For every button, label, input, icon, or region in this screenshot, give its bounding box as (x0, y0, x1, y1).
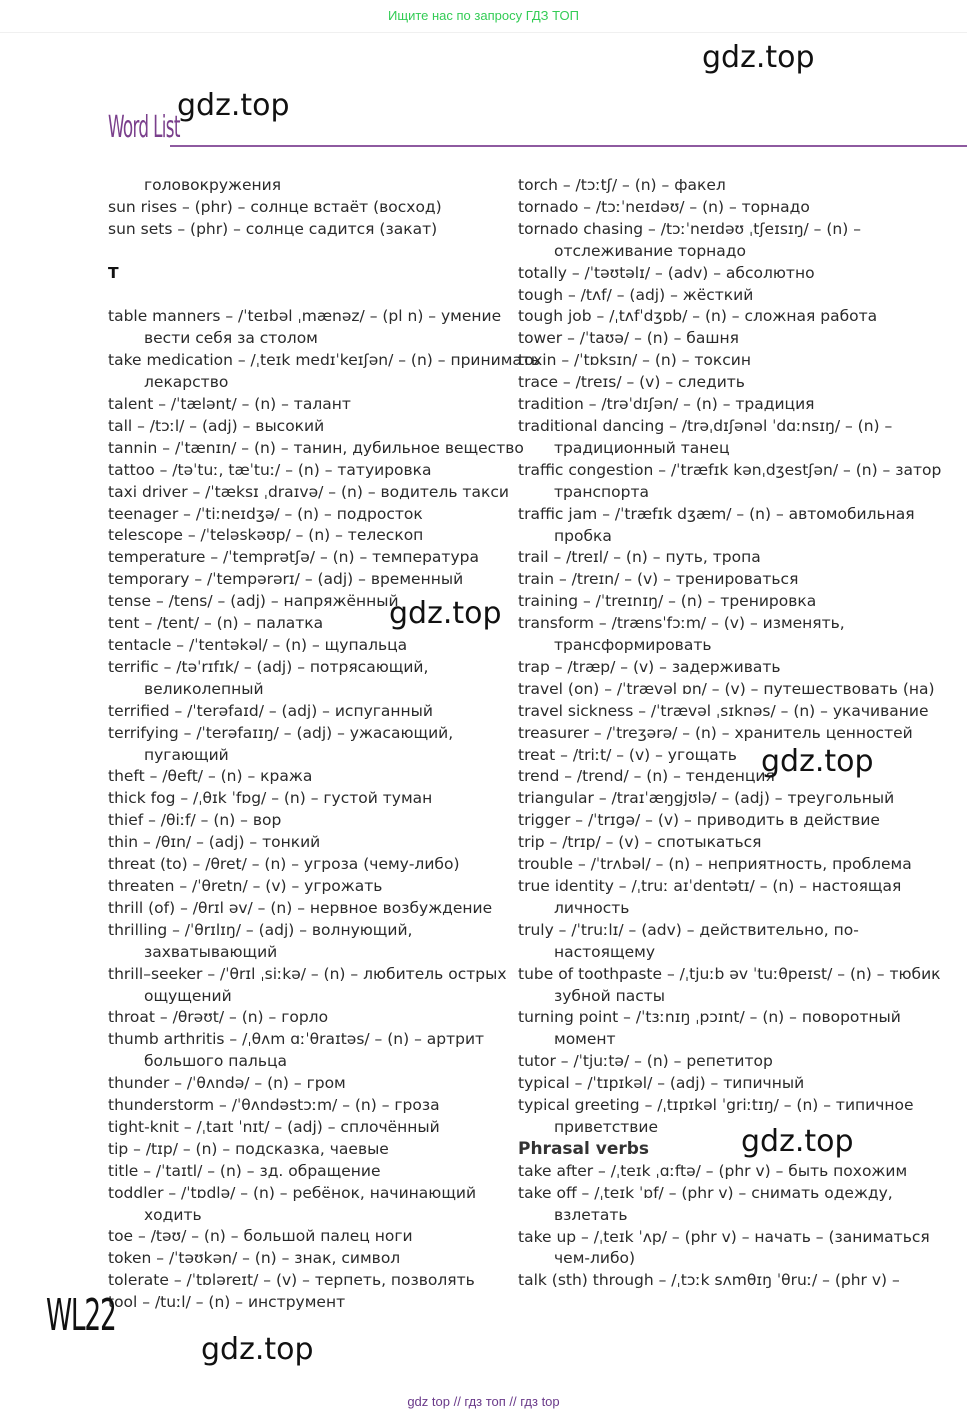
watermark: gdz.top (177, 88, 290, 123)
watermark: gdz.top (201, 1332, 314, 1367)
word-entry: большого пальца (144, 1052, 288, 1071)
word-entry: taxi driver – /ˈtæksɪ ˌdraɪvə/ – (n) – водитель такси (108, 482, 509, 501)
word-entry: terrifying – /ˈterəfaɪɪŋ/ – (adj) – ужасающий, (108, 723, 454, 742)
word-entry: tight-knit – /ˌtaɪt ˈnɪt/ – (adj) – сплочённый (108, 1117, 440, 1136)
spacer (108, 285, 498, 307)
word-entry: отслеживание торнадо (554, 241, 747, 260)
word-entry: tolerate – /ˈtɒləreɪt/ – (v) – терпеть, позволять (108, 1271, 475, 1290)
word-entry: treat – /triːt/ – (v) – угощать (518, 745, 737, 764)
word-entry: ощущений (144, 986, 232, 1005)
word-entry: take off – /ˌteɪk ˈɒf/ – (phr v) – снимать одежду, (518, 1183, 893, 1202)
word-entry: trend – /trend/ – (n) – тенденция (518, 767, 775, 786)
word-entry: typical greeting – /ˌtɪpɪkəl ˈgriːtɪŋ/ – (n) – типичное (518, 1096, 914, 1115)
word-entry: traditional dancing – /trəˌdɪʃənəl ˈdɑːnsɪŋ/ – (n) – (518, 416, 893, 435)
word-entry: sun rises – (phr) – солнце встаёт (восход) (108, 197, 442, 216)
word-entry: telescope – /ˈteləskəʊp/ – (n) – телескоп (108, 526, 424, 545)
word-entry: trigger – /ˈtrɪgə/ – (v) – приводить в действие (518, 811, 880, 830)
word-entry: пробка (554, 526, 612, 545)
word-entry: thin – /θɪn/ – (adj) – тонкий (108, 833, 321, 852)
word-entry: великолепный (144, 679, 264, 698)
word-entry: tube of toothpaste – /ˌtjuːb əv ˈtuːθpeɪst/ – (n) – тюбик (518, 964, 941, 983)
word-entry: terrific – /təˈrɪfɪk/ – (adj) – потрясающий, (108, 657, 429, 676)
word-entry: title – /ˈtaɪtl/ – (n) – зд. обращение (108, 1161, 381, 1180)
word-entry: tense – /tens/ – (adj) – напряжённый (108, 592, 399, 611)
word-entry: tip – /tɪp/ – (n) – подсказка, чаевые (108, 1139, 389, 1158)
word-entry: take medication – /ˌteɪk medɪˈkeɪʃən/ – (n) – принимать (108, 351, 541, 370)
word-entry: thumb arthritis – /ˌθʌm ɑːˈθraɪtəs/ – (n) – артрит (108, 1030, 485, 1049)
word-entry: table manners – /ˈteɪbəl ˌmænəz/ – (pl n) – умение (108, 307, 502, 326)
word-entry: чем-либо) (554, 1249, 636, 1268)
page-number: WL22 (46, 1290, 116, 1341)
word-entry: момент (554, 1030, 616, 1049)
word-entry: turning point – /ˈtɜːnɪŋ ˌpɔɪnt/ – (n) – поворотный (518, 1008, 901, 1027)
word-entry: thrill (of) – /θrɪl əv/ – (n) – нервное возбуждение (108, 898, 493, 917)
word-entry: зубной пасты (554, 986, 666, 1005)
word-entry: trap – /træp/ – (v) – задерживать (518, 657, 781, 676)
word-entry: transform – /trænsˈfɔːm/ – (v) – изменять, (518, 614, 845, 633)
word-entry: talk (sth) through – /ˌtɔːk sʌmθɪŋ ˈθruː/ – (phr v) – (518, 1271, 900, 1290)
word-entry: training – /ˈtreɪnɪŋ/ – (n) – тренировка (518, 592, 817, 611)
word-entry: toe – /təʊ/ – (n) – большой палец ноги (108, 1227, 413, 1246)
word-entry: tough – /tʌf/ – (adj) – жёсткий (518, 285, 754, 304)
spacer (108, 241, 498, 263)
word-entry: totally – /ˈtəʊtəlɪ/ – (adv) – абсолютно (518, 263, 815, 282)
word-entry: приветствие (554, 1117, 659, 1136)
word-entry: theft – /θeft/ – (n) – кража (108, 767, 313, 786)
word-entry: головокружения (144, 176, 282, 194)
word-entry: личность (554, 898, 630, 917)
word-entry: транспорта (554, 482, 650, 501)
word-entry: travel (on) – /ˈtrævəl ɒn/ – (v) – путешествовать (на) (518, 679, 935, 698)
watermark: gdz.top (741, 1124, 854, 1159)
section-heading: Phrasal verbs (518, 1138, 650, 1159)
word-entry: throat – /θrəʊt/ – (n) – горло (108, 1008, 329, 1027)
word-entry: toddler – /ˈtɒdlə/ – (n) – ребёнок, начинающий (108, 1183, 477, 1202)
word-entry: temporary – /ˈtempərərɪ/ – (adj) – временный (108, 570, 464, 589)
word-entry: tannin – /ˈtænɪn/ – (n) – танин, дубильное вещество (108, 438, 524, 457)
word-entry: travel sickness – /ˈtrævəl ˌsɪknəs/ – (n) – укачивание (518, 701, 929, 720)
word-entry: взлетать (554, 1205, 628, 1224)
word-entry: thunderstorm – /ˈθʌndəstɔːm/ – (n) – гроза (108, 1096, 440, 1115)
word-entry: take after – /ˌteɪk ˌɑːftə/ – (phr v) – быть похожим (518, 1161, 908, 1180)
word-entry: захватывающий (144, 942, 278, 961)
word-entry: tradition – /trəˈdɪʃən/ – (n) – традиция (518, 395, 815, 414)
word-entry: treasurer – /ˈtreʒərə/ – (n) – хранитель ценностей (518, 723, 913, 742)
word-entry: true identity – /ˌtruː aɪˈdentətɪ/ – (n) – настоящая (518, 877, 902, 895)
word-entry: традиционный танец (554, 438, 730, 457)
word-entry: tattoo – /təˈtuː, tæˈtuː/ – (n) – татуировка (108, 460, 432, 479)
word-entry: лекарство (144, 373, 229, 392)
footer-links: gdz top // гдз топ // гдз top (407, 1394, 560, 1409)
search-banner: Ищите нас по запросу ГДЗ ТОП (388, 8, 579, 23)
word-entry: teenager – /ˈtiːneɪdʒə/ – (n) – подросток (108, 504, 423, 523)
word-entry: trouble – /ˈtrʌbəl/ – (n) – неприятность, проблема (518, 855, 912, 874)
word-entry: thrill–seeker – /ˈθrɪl ˌsiːkə/ – (n) – любитель острых (108, 964, 507, 983)
word-entry: tutor – /ˈtjuːtə/ – (n) – репетитор (518, 1052, 773, 1071)
word-entry: thick fog – /ˌθɪk ˈfɒg/ – (n) – густой туман (108, 789, 433, 808)
word-entry: trace – /treɪs/ – (v) – следить (518, 373, 745, 392)
letter-heading: T (108, 263, 119, 282)
watermark: gdz.top (761, 744, 874, 779)
title-rule (170, 145, 967, 147)
word-entry: ходить (144, 1205, 202, 1224)
word-entry: tower – /ˈtaʊə/ – (n) – башня (518, 329, 739, 348)
word-entry: take up – /ˌteɪk ˈʌp/ – (phr v) – начать – (заниматься (518, 1227, 930, 1246)
word-entry: tough job – /ˌtʌfˈdʒɒb/ – (n) – сложная работа (518, 307, 878, 326)
word-entry: tool – /tuːl/ – (n) – инструмент (108, 1293, 346, 1312)
word-entry: threaten – /ˈθretn/ – (v) – угрожать (108, 876, 383, 895)
word-entry: traffic congestion – /ˈtræfɪk kənˌdʒestʃən/ – (n) – затор (518, 460, 942, 479)
word-entry: трансформировать (554, 636, 712, 655)
left-column (108, 175, 541, 1314)
banner-divider (0, 32, 967, 33)
word-entry: tornado chasing – /tɔːˈneɪdəʊ ˌtʃeɪsɪŋ/ – (n) – (518, 219, 861, 238)
word-entry: настоящему (554, 942, 655, 961)
word-entry: thief – /θiːf/ – (n) – вор (108, 811, 282, 830)
word-entry: trip – /trɪp/ – (v) – спотыкаться (518, 833, 762, 852)
word-entry: tent – /tent/ – (n) – палатка (108, 614, 324, 633)
word-entry: token – /ˈtəʊkən/ – (n) – знак, символ (108, 1249, 401, 1268)
word-entry: threat (to) – /θret/ – (n) – угроза (чему-либо) (108, 855, 460, 874)
word-entry: truly – /ˈtruːlɪ/ – (adv) – действительно, по- (518, 920, 859, 939)
word-entry: trail – /treɪl/ – (n) – путь, тропа (518, 548, 761, 567)
word-entry: terrified – /ˈterəfaɪd/ – (adj) – испуганный (108, 701, 433, 720)
page-title: Word List (108, 110, 180, 145)
word-entry: tornado – /tɔːˈneɪdəʊ/ – (n) – торнадо (518, 197, 810, 216)
word-entry: traffic jam – /ˈtræfɪk dʒæm/ – (n) – автомобильная (518, 504, 915, 523)
word-entry: toxin – /ˈtɒksɪn/ – (n) – токсин (518, 351, 751, 370)
watermark: gdz.top (389, 596, 502, 631)
watermark: gdz.top (702, 40, 815, 75)
word-entry: train – /treɪn/ – (v) – тренироваться (518, 570, 799, 589)
word-entry: пугающий (144, 745, 229, 764)
word-entry: typical – /ˈtɪpɪkəl/ – (adj) – типичный (518, 1074, 805, 1093)
word-entry: thunder – /ˈθʌndə/ – (n) – гром (108, 1074, 346, 1093)
word-entry: sun sets – (phr) – солнце садится (закат) (108, 219, 438, 238)
word-entry: thrilling – /ˈθrɪlɪŋ/ – (adj) – волнующий, (108, 920, 413, 939)
word-entry: talent – /ˈtælənt/ – (n) – талант (108, 395, 351, 414)
word-entry: torch – /tɔːtʃ/ – (n) – факел (518, 176, 726, 194)
word-entry: triangular – /traɪˈæŋgjʊlə/ – (adj) – треугольный (518, 789, 895, 808)
word-entry: temperature – /ˈtemprətʃə/ – (n) – температура (108, 548, 479, 567)
word-entry: tall – /tɔːl/ – (adj) – высокий (108, 416, 325, 435)
word-entry: вести себя за столом (144, 329, 318, 348)
word-entry: tentacle – /ˈtentəkəl/ – (n) – щупальца (108, 636, 408, 654)
